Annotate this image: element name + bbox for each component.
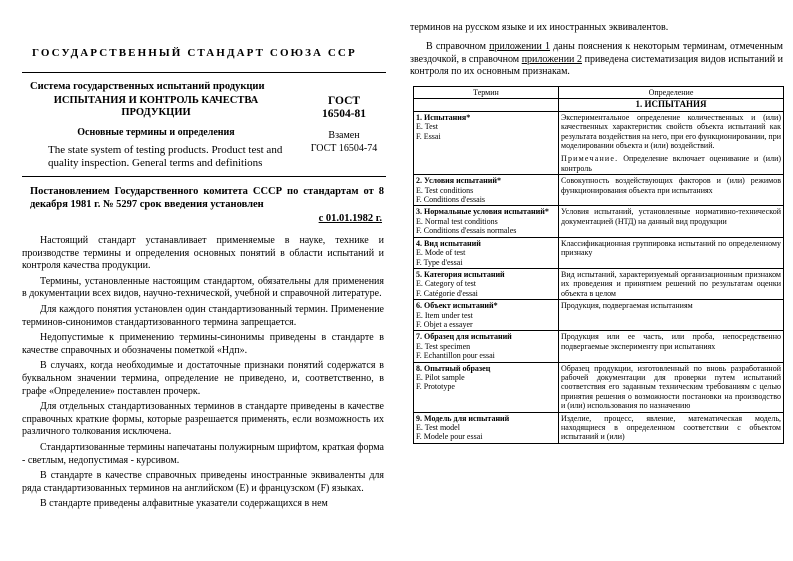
term-english: E. Test: [416, 122, 438, 132]
term-english: E. Test conditions: [416, 185, 474, 195]
right-column: [410, 0, 783, 561]
term-english: E. Normal test conditions: [416, 216, 498, 226]
body-text: [22, 235, 384, 514]
paragraph: Настоящий стандарт устанавливает применяемые в науке, технике и производстве термины и определения основных понятий в области испытаний и контроля качества продукции.: [22, 235, 384, 272]
table-row: [414, 331, 784, 362]
table-row: [414, 206, 784, 237]
term-name: 2. Условия испытаний*: [416, 176, 501, 186]
column-header-definition: Определение: [559, 87, 784, 99]
table-row: [414, 362, 784, 412]
term-english: E. Pilot sample: [416, 372, 465, 382]
term-cell: [414, 99, 559, 111]
term-french: F. Prototype: [416, 382, 455, 392]
definition-cell: Классификационная группировка испытаний по определенному признаку: [559, 237, 784, 268]
paragraph: В стандарте приведены алфавитные указатели содержащихся в нем: [40, 498, 328, 510]
term-cell: [414, 331, 559, 362]
definition-cell: Условия испытаний, установленные нормативно-технической документацией (НТД) на данный вид продукции: [559, 206, 784, 237]
decree-text: Постановлением Государственного комитета СССР по стандартам от 8 декабря 1981 г. № 5297 срок введения установлен: [30, 186, 384, 210]
term-name: 4. Вид испытаний: [416, 238, 481, 248]
definition-cell: Вид испытаний, характеризуемый организационным признаком их проведения и принятием решений по результатам оценки объекта в целом: [559, 268, 784, 299]
definition-cell: Образец продукции, изготовленный по вновь разработанной рабочей документации для проверки путем испытаний соответствия его заданным техническим требованиям с целью принятия решения о возможности постановки на производство и (или) использования по назначению: [559, 362, 784, 412]
document-title: ИСПЫТАНИЯ И КОНТРОЛЬ КАЧЕСТВА ПРОДУКЦИИ: [53, 95, 259, 118]
table-row: [414, 111, 784, 174]
column-header-term: Термин: [414, 87, 559, 99]
term-french: F. Echantillon pour essai: [416, 351, 495, 361]
gost-number: 16504-81: [321, 108, 367, 120]
paragraph: Для отдельных стандартизованных терминов в стандарте приведены в качестве справочных краткие формы, которые разрешается применять, если возможность их различного толкования исключена.: [22, 401, 384, 438]
introduction-date: с 01.01.1982 г.: [318, 213, 382, 224]
term-french: F. Conditions d'essais: [416, 195, 486, 205]
section-title: 1. ИСПЫТАНИЯ: [559, 99, 784, 111]
paragraph: Стандартизованные термины напечатаны полужирным шрифтом, краткая форма - светлым, недопустимая - курсивом.: [22, 441, 384, 466]
definition-cell: Продукция или ее часть, или проба, непосредственно подвергаемые эксперименту при испытаниях: [559, 331, 784, 362]
term-cell: [414, 300, 559, 331]
appendix-text: В справочном: [426, 41, 490, 52]
term-french: F. Conditions d'essais normales: [416, 226, 517, 236]
section-row: [414, 99, 784, 111]
definition-note: [561, 154, 781, 173]
definition-cell: Совокупность воздействующих факторов и (или) режимов функционирования объекта при испытаниях: [559, 175, 784, 206]
divider: [22, 72, 386, 73]
term-cell: [414, 175, 559, 206]
term-cell: [414, 111, 559, 174]
table-row: [414, 237, 784, 268]
terms-table: [413, 86, 784, 444]
state-standard-heading: ГОСУДАРСТВЕННЫЙ СТАНДАРТ СОЮЗА ССР: [32, 47, 357, 59]
table-row: [414, 175, 784, 206]
appendix-text: даны пояснения к некоторым терминам, отмеченным звездочкой, в справочном: [410, 41, 784, 65]
term-french: F. Objet a essayer: [416, 319, 473, 329]
table-row: [414, 300, 784, 331]
term-name: 1. Испытания*: [416, 112, 471, 122]
table-header-row: [414, 87, 784, 99]
term-english: E. Test specimen: [416, 341, 471, 351]
paragraph: Термины, установленные настоящим стандартом, обязательны для применения в документации всех видов, научно-технической, учебной и справочной литературе.: [22, 275, 384, 300]
definition-cell: Продукция, подвергаемая испытаниям: [559, 300, 784, 331]
term-cell: [414, 268, 559, 299]
divider: [22, 176, 386, 177]
english-title: The state system of testing products. Product test and quality inspection. General terms and definitions: [48, 144, 283, 169]
paragraph: В стандарте в качестве справочных приведены иностранные эквиваленты для ряда стандартизованных терминов на английском (Е) и французском (F) языках.: [22, 470, 384, 494]
term-name: 7. Образец для испытаний: [416, 332, 512, 342]
term-english: E. Item under test: [416, 310, 473, 320]
definition-text: Экспериментальное определение количественных и (или) качественных характеристик свойств объекта испытаний как результата воздействия на него, при его функционировании, при моделировании объекта и (или) воздействий.: [561, 112, 781, 151]
left-column: [22, 0, 386, 561]
term-name: 5. Категория испытаний: [416, 269, 505, 279]
term-cell: [414, 206, 559, 237]
term-french: F. Catégorie d'essai: [416, 288, 478, 298]
term-name: 3. Нормальные условия испытаний*: [416, 207, 549, 217]
term-cell: [414, 412, 559, 443]
table-row: [414, 412, 784, 443]
definition-cell: Изделие, процесс, явление, математическая модель, находящиеся в определенном соответствии с объектом испытаний и (или): [559, 412, 784, 443]
document-subtitle: Основные термины и определения: [77, 127, 235, 138]
appendix-reference: [410, 41, 783, 79]
appendix-1-link[interactable]: приложении 1: [489, 41, 551, 52]
term-english: E. Category of test: [416, 279, 476, 289]
note-label: Примечание.: [561, 154, 619, 164]
table-row: [414, 268, 784, 299]
gost-designation: [304, 95, 384, 121]
series-title: Система государственных испытаний продукции: [30, 81, 265, 92]
replaces-label: Взамен: [328, 130, 360, 141]
replaces-block: [304, 129, 384, 155]
term-name: 9. Модель для испытаний: [416, 413, 510, 423]
paragraph: В случаях, когда необходимые и достаточные признаки понятий содержатся в буквальном значении термина, определение не приведено, и, соответственно, в графе «Определение» поставлен прочерк.: [22, 360, 384, 397]
appendix-text: приведена систематизация видов испытаний и контроля по их основным признакам.: [410, 53, 783, 78]
appendix-2-link[interactable]: приложении 2: [521, 53, 583, 65]
term-english: E. Test model: [416, 423, 460, 432]
continuation-text: терминов на русском языке и их иностранных эквивалентов.: [410, 22, 669, 33]
replaces-value: ГОСТ 16504-74: [310, 143, 378, 154]
definition-cell: [559, 111, 784, 174]
term-french: F. Essai: [416, 131, 441, 141]
term-name: 6. Объект испытаний*: [416, 301, 498, 311]
term-french: F. Type d'essai: [416, 257, 463, 267]
term-english: E. Mode of test: [416, 248, 466, 258]
paragraph: Для каждого понятия установлен один стандартизованный термин. Применение терминов-синонимов стандартизованного термина запрещается.: [22, 303, 384, 328]
gost-label: ГОСТ: [327, 95, 361, 107]
note-text: Определение включает оценивание и (или) контроль: [561, 154, 782, 173]
term-cell: [414, 362, 559, 412]
term-name: 8. Опытный образец: [416, 363, 491, 373]
term-cell: [414, 237, 559, 268]
paragraph: Недопустимые к применению термины-синонимы приведены в стандарте в качестве справочных и обозначены пометкой «Ндп».: [22, 332, 384, 356]
term-french: F. Modele pour essai: [416, 432, 483, 442]
